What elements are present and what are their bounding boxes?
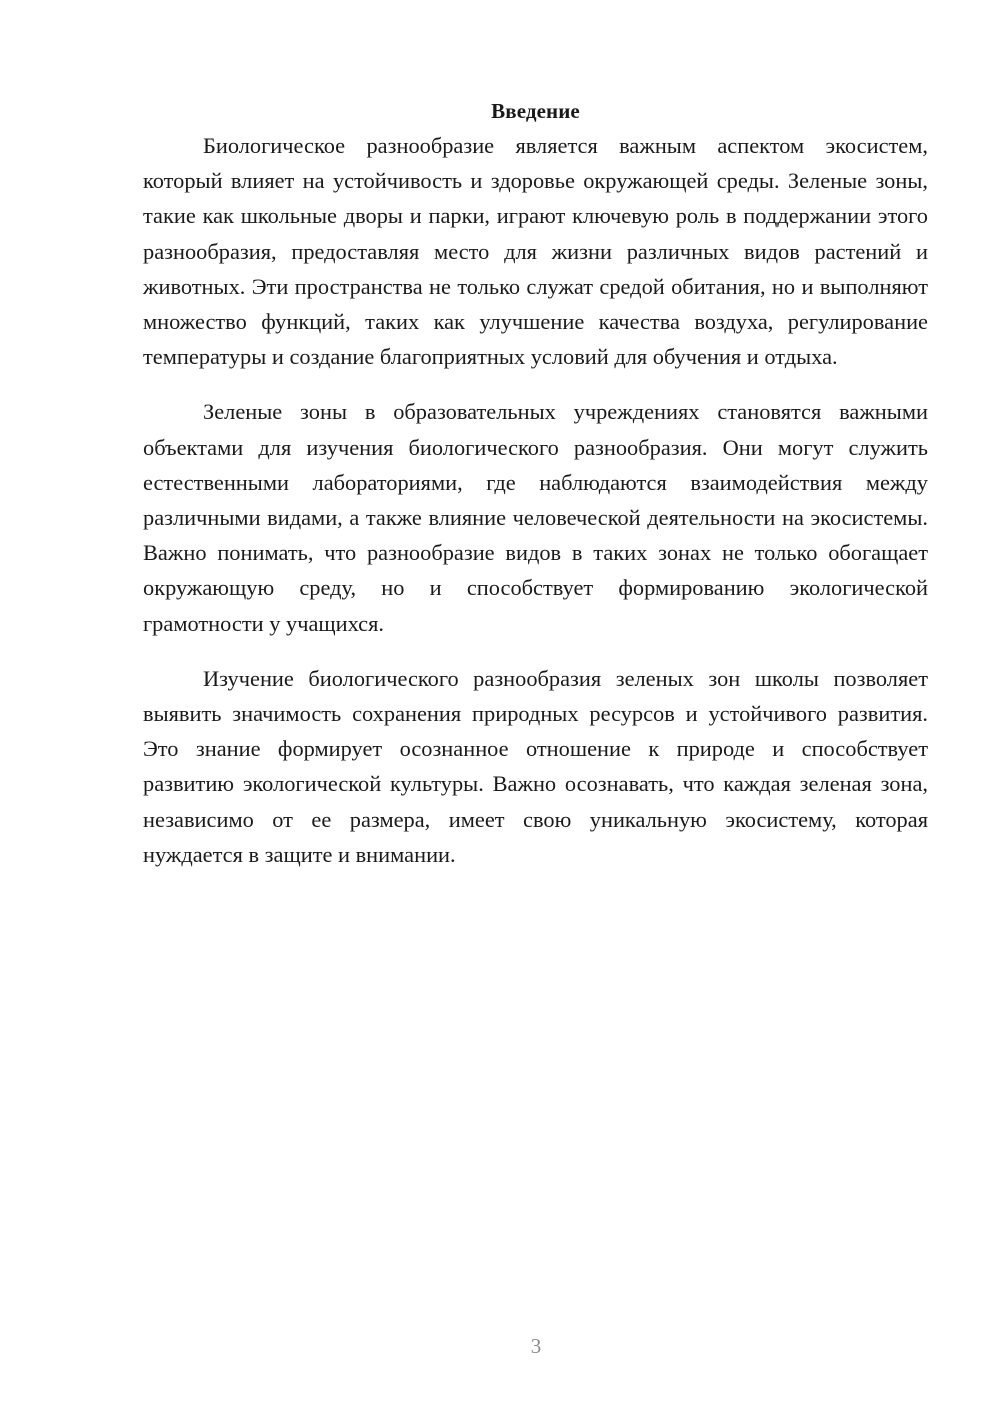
paragraph-3: Изучение биологического разнообразия зеленых зон школы позволяет выявить значимость сохранения природных ресурсов и устойчивого развития. Это знание формирует осознанное отношение к природе и способствует развитию экологической культуры. Важно осознавать, что каждая зеленая зона, независимо от ее размера, имеет свою уникальную экосистему, которая нуждается в защите и внимании. [143,665,928,867]
document-body [143,94,928,872]
paragraph-1: Биологическое разнообразие является важным аспектом экосистем, который влияет на устойчивость и здоровье окружающей среды. Зеленые зоны, такие как школьные дворы и парки, играют ключевую роль в поддержании этого разнообразия, предоставляя место для жизни различных видов растений и животных. Эти пространства не только служат средой обитания, но и выполняют множество функций, таких как улучшение качества воздуха, регулирование температуры и создание благоприятных условий для обучения и отдыха. [143,133,928,370]
section-title: Введение [491,99,580,123]
paragraph-2: Зеленые зоны в образовательных учреждениях становятся важными объектами для изучения биологического разнообразия. Они могут служить естественными лабораториями, где наблюдаются взаимодействия между различными видами, а также влияние человеческой деятельности на экосистемы. Важно понимать, что разнообразие видов в таких зонах не только обогащает окружающую среду, но и способствует формированию экологической грамотности у учащихся. [143,399,928,636]
page-number: 3 [530,1334,542,1358]
